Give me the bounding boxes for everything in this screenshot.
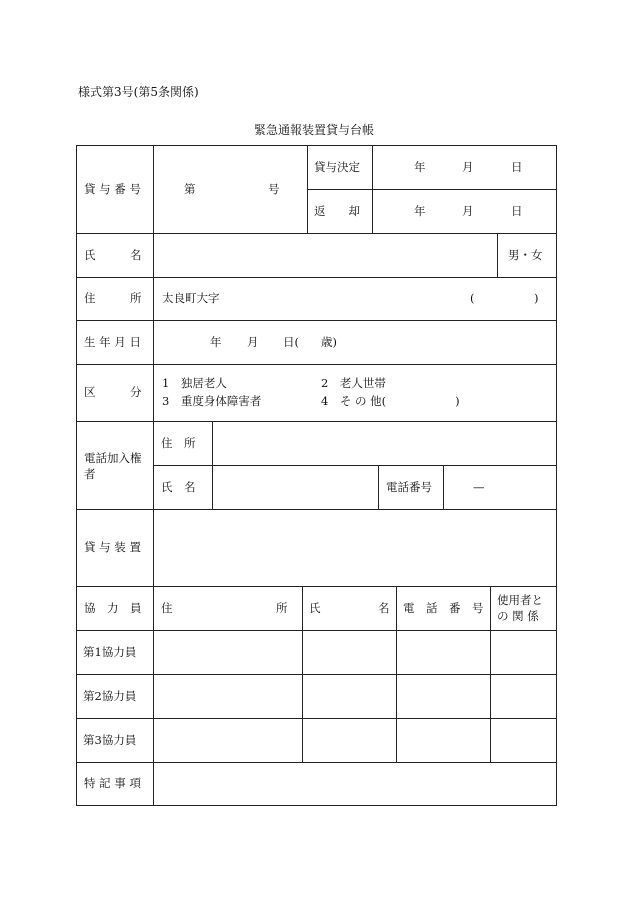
loan-decision-month: 月 — [462, 160, 474, 174]
loan-decision-year: 年 — [414, 160, 426, 174]
rule-coop-col-1 — [302, 586, 303, 762]
phone-number-dash: — — [473, 480, 485, 494]
loan-number-go: 号 — [268, 182, 280, 196]
table-border — [76, 145, 557, 806]
rule-phone-label-split — [212, 421, 213, 509]
rule-after-loan — [76, 233, 557, 234]
gender-options: 男・女 — [508, 248, 543, 262]
loan-return-day: 日 — [511, 204, 523, 218]
rule-after-birth — [76, 364, 557, 365]
name-label: 氏 名 — [84, 248, 142, 262]
phone-subscriber-label-1: 電話加入権 — [84, 451, 142, 465]
loan-decision-day: 日 — [511, 160, 523, 174]
phone-subscriber-label-2: 者 — [84, 467, 96, 481]
loan-return-year: 年 — [414, 204, 426, 218]
rule-gender-split — [497, 233, 498, 277]
cooperators-col-relation-1: 使用者と — [497, 593, 543, 607]
rule-coop-col-3 — [490, 586, 491, 762]
document-title: 緊急通報装置貸与台帳 — [254, 123, 375, 137]
birth-month: 月 — [247, 335, 259, 349]
loan-decision-label: 貸与決定 — [314, 160, 360, 174]
category-option-1: 1 独居老人 — [162, 376, 227, 390]
rule-after-address — [76, 320, 557, 321]
address-paren-close: ) — [534, 291, 539, 305]
rule-phone-mid — [153, 465, 557, 466]
loan-return-month: 月 — [462, 204, 474, 218]
device-label: 貸 与 装 置 — [84, 540, 141, 554]
phone-subscriber-name-label: 氏 名 — [161, 480, 196, 494]
rule-after-coop-header — [76, 630, 557, 631]
category-label: 区 分 — [84, 385, 142, 399]
rule-after-coop1 — [76, 674, 557, 675]
rule-loan-mid — [307, 189, 557, 190]
rule-loan-split-2 — [372, 145, 373, 233]
rule-after-coop3 — [76, 762, 557, 763]
birth-year: 年 — [210, 335, 222, 349]
category-option-2: 2 老人世帯 — [321, 376, 386, 390]
rule-after-name — [76, 277, 557, 278]
address-paren-open: ( — [470, 291, 475, 305]
phone-subscriber-address-label: 住 所 — [161, 436, 196, 450]
rule-phone-number-label-right — [443, 465, 444, 509]
rule-label-column — [153, 145, 154, 806]
birth-age-close: 歳) — [321, 335, 337, 349]
rule-after-phone — [76, 509, 557, 510]
rule-phone-number-label-left — [378, 465, 379, 509]
address-label: 住 所 — [84, 291, 142, 305]
cooperators-label: 協 力 員 — [84, 601, 142, 615]
category-option-4: 4 そ の 他( ) — [321, 394, 460, 408]
cooperators-col-address: 住 所 — [161, 601, 288, 615]
cooperators-col-relation-2: の 関 係 — [497, 609, 539, 623]
form-number: 様式第3号(第5条関係) — [78, 85, 199, 99]
cooperators-col-phone: 電 話 番 号 — [403, 601, 484, 615]
address-value: 太良町大字 — [162, 291, 220, 305]
loan-number-label: 貸 与 番 号 — [84, 182, 141, 196]
cooperator-2-label: 第2協力員 — [83, 689, 137, 703]
birth-label: 生 年 月 日 — [84, 335, 141, 349]
cooperator-3-label: 第3協力員 — [83, 733, 137, 747]
rule-after-coop2 — [76, 718, 557, 719]
phone-number-label: 電話番号 — [386, 480, 432, 494]
category-option-3: 3 重度身体障害者 — [162, 394, 262, 408]
notes-label: 特 記 事 項 — [84, 776, 141, 790]
rule-loan-split-1 — [307, 145, 308, 233]
loan-return-label: 返 却 — [314, 204, 360, 218]
cooperators-col-name: 氏 名 — [309, 601, 390, 615]
loan-number-dai: 第 — [184, 182, 196, 196]
rule-after-device — [76, 586, 557, 587]
birth-day-age: 日( — [283, 335, 299, 349]
cooperator-1-label: 第1協力員 — [83, 645, 137, 659]
rule-after-category — [76, 421, 557, 422]
rule-coop-col-2 — [396, 586, 397, 762]
